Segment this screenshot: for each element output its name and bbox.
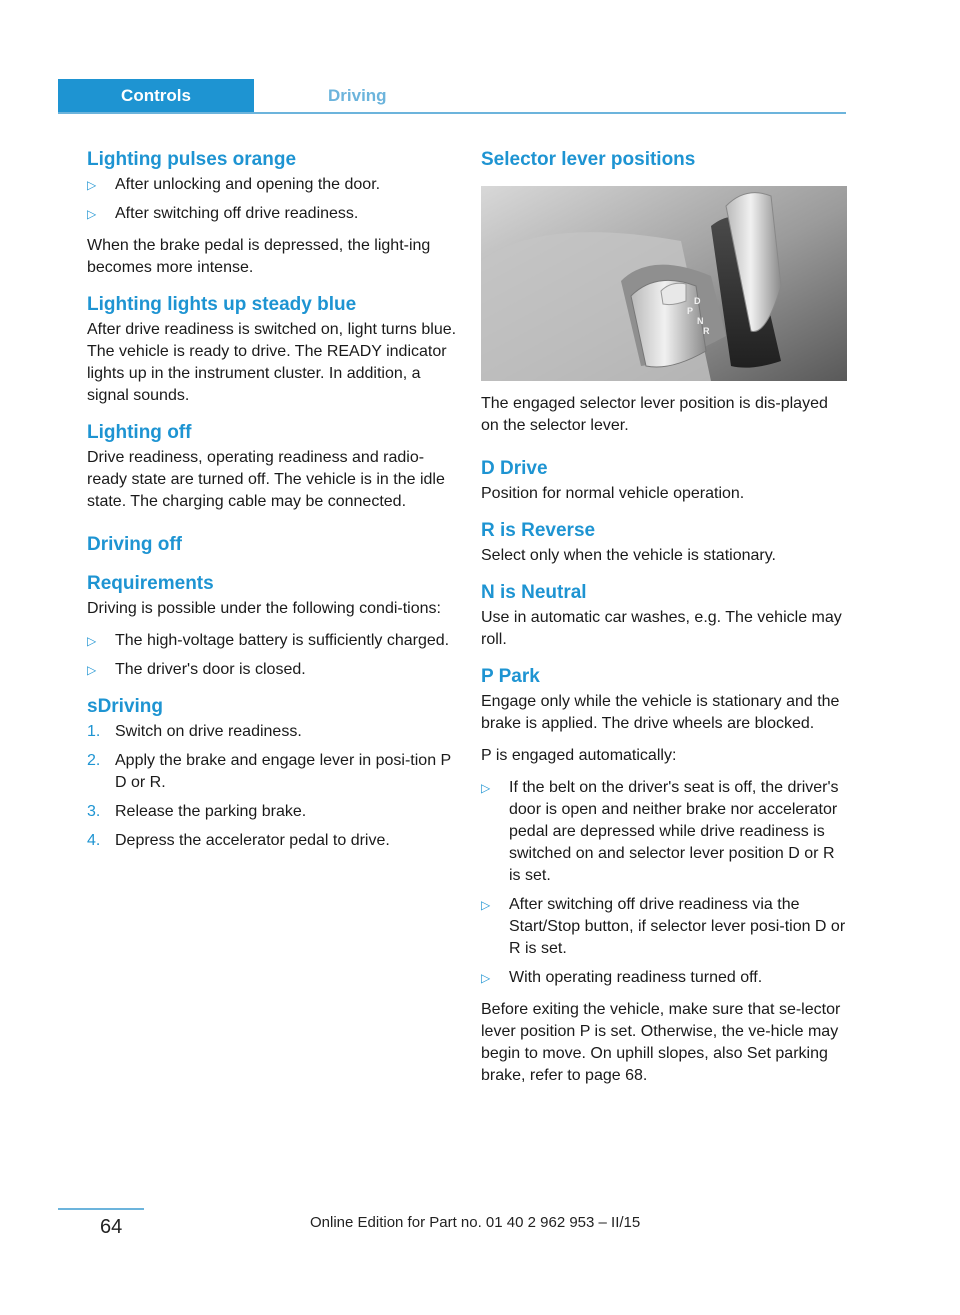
heading-n-neutral: N is Neutral: [481, 582, 587, 603]
list-item: ▷ The driver's door is closed.: [87, 659, 459, 681]
edition-note: Online Edition for Part no. 01 40 2 962 953 – II/15: [310, 1214, 641, 1231]
paragraph: Engage only while the vehicle is stationary and the brake is applied. The drive wheels are blocked.: [481, 693, 840, 732]
paragraph: After drive readiness is switched on, light turns blue. The vehicle is ready to drive. The READY indicator lights up in the instrument cluster. In addition, a signal sounds.: [87, 321, 457, 404]
heading-d-drive: D Drive: [481, 458, 548, 479]
list-item: ▷ If the belt on the driver's seat is off, the driver's door is open and neither brake nor accelerator pedal are depressed while drive readiness is switched on and selector lever position D or R is set.: [481, 779, 839, 884]
page-number: 64: [100, 1216, 123, 1238]
list-item: ▷ After switching off drive readiness via the Start/Stop button, if selector lever posi‐tion D or R is set.: [481, 896, 846, 957]
paragraph: Driving is possible under the following condi‐tions:: [87, 600, 441, 617]
section-tab-driving: Driving: [328, 85, 387, 105]
left-column: [87, 146, 459, 862]
triangle-bullet-icon: ▷: [87, 663, 97, 677]
gear-label-p: P: [687, 306, 694, 316]
paragraph: Before exiting the vehicle, make sure that se‐lector lever position P is set. Otherwise, the ve‐hicle may begin to move. On uphill slopes, also Set parking brake, refer to page 68.: [481, 1001, 841, 1084]
gear-label-d: D: [694, 296, 701, 306]
bullet-list: [481, 777, 847, 989]
list-item: ▷ With operating readiness turned off.: [481, 967, 847, 989]
triangle-bullet-icon: ▷: [481, 971, 491, 985]
bullet-list: [87, 630, 459, 681]
gear-label-n: N: [697, 316, 704, 326]
paragraph: When the brake pedal is depressed, the light‐ing becomes more intense.: [87, 237, 431, 276]
paragraph: Drive readiness, operating readiness and radio-ready state are turned off. The vehicle is in the idle state. The charging cable may be connected.: [87, 449, 445, 510]
paragraph: P is engaged automatically:: [481, 747, 677, 764]
list-item: ▷ The high-voltage battery is sufficiently charged.: [87, 630, 459, 652]
heading-r-reverse: R is Reverse: [481, 520, 596, 541]
paragraph: The engaged selector lever position is dis‐played on the selector lever.: [481, 395, 828, 434]
gear-label-r: R: [703, 326, 710, 336]
heading-selector-lever-positions: Selector lever positions: [481, 149, 696, 170]
list-item: 4. Depress the accelerator pedal to drive.: [87, 832, 390, 849]
triangle-bullet-icon: ▷: [481, 781, 491, 795]
bullet-list: [87, 174, 459, 225]
list-item: ▷ After unlocking and opening the door.: [87, 174, 459, 196]
numbered-list: [87, 721, 459, 852]
selector-lever-photo: [481, 186, 847, 381]
triangle-bullet-icon: ▷: [87, 178, 97, 192]
heading-p-park: P Park: [481, 666, 540, 687]
paragraph: Use in automatic car washes, e.g. The vehicle may roll.: [481, 609, 842, 648]
heading-lighting-pulses-orange: Lighting pulses orange: [87, 149, 297, 170]
triangle-bullet-icon: ▷: [87, 207, 97, 221]
triangle-bullet-icon: ▷: [87, 634, 97, 648]
heading-driving-off: Driving off: [87, 534, 182, 555]
paragraph: Select only when the vehicle is stationary.: [481, 547, 776, 564]
right-column: [481, 146, 847, 1097]
list-item: 1. Switch on drive readiness.: [87, 723, 302, 740]
list-item: ▷ After switching off drive readiness.: [87, 203, 459, 225]
heading-lighting-off: Lighting off: [87, 422, 192, 443]
page-header: [58, 79, 846, 114]
section-tab-controls: Controls: [58, 79, 254, 112]
list-item: 2. Apply the brake and engage lever in posi‐tion P D or R.: [87, 752, 451, 791]
list-item: 3. Release the parking brake.: [87, 803, 307, 820]
heading-sdriving: sDriving: [87, 696, 164, 717]
paragraph: Position for normal vehicle operation.: [481, 485, 745, 502]
heading-requirements: Requirements: [87, 573, 214, 594]
heading-lighting-steady-blue: Lighting lights up steady blue: [87, 294, 357, 315]
footer-divider: [58, 1208, 144, 1210]
triangle-bullet-icon: ▷: [481, 898, 491, 912]
